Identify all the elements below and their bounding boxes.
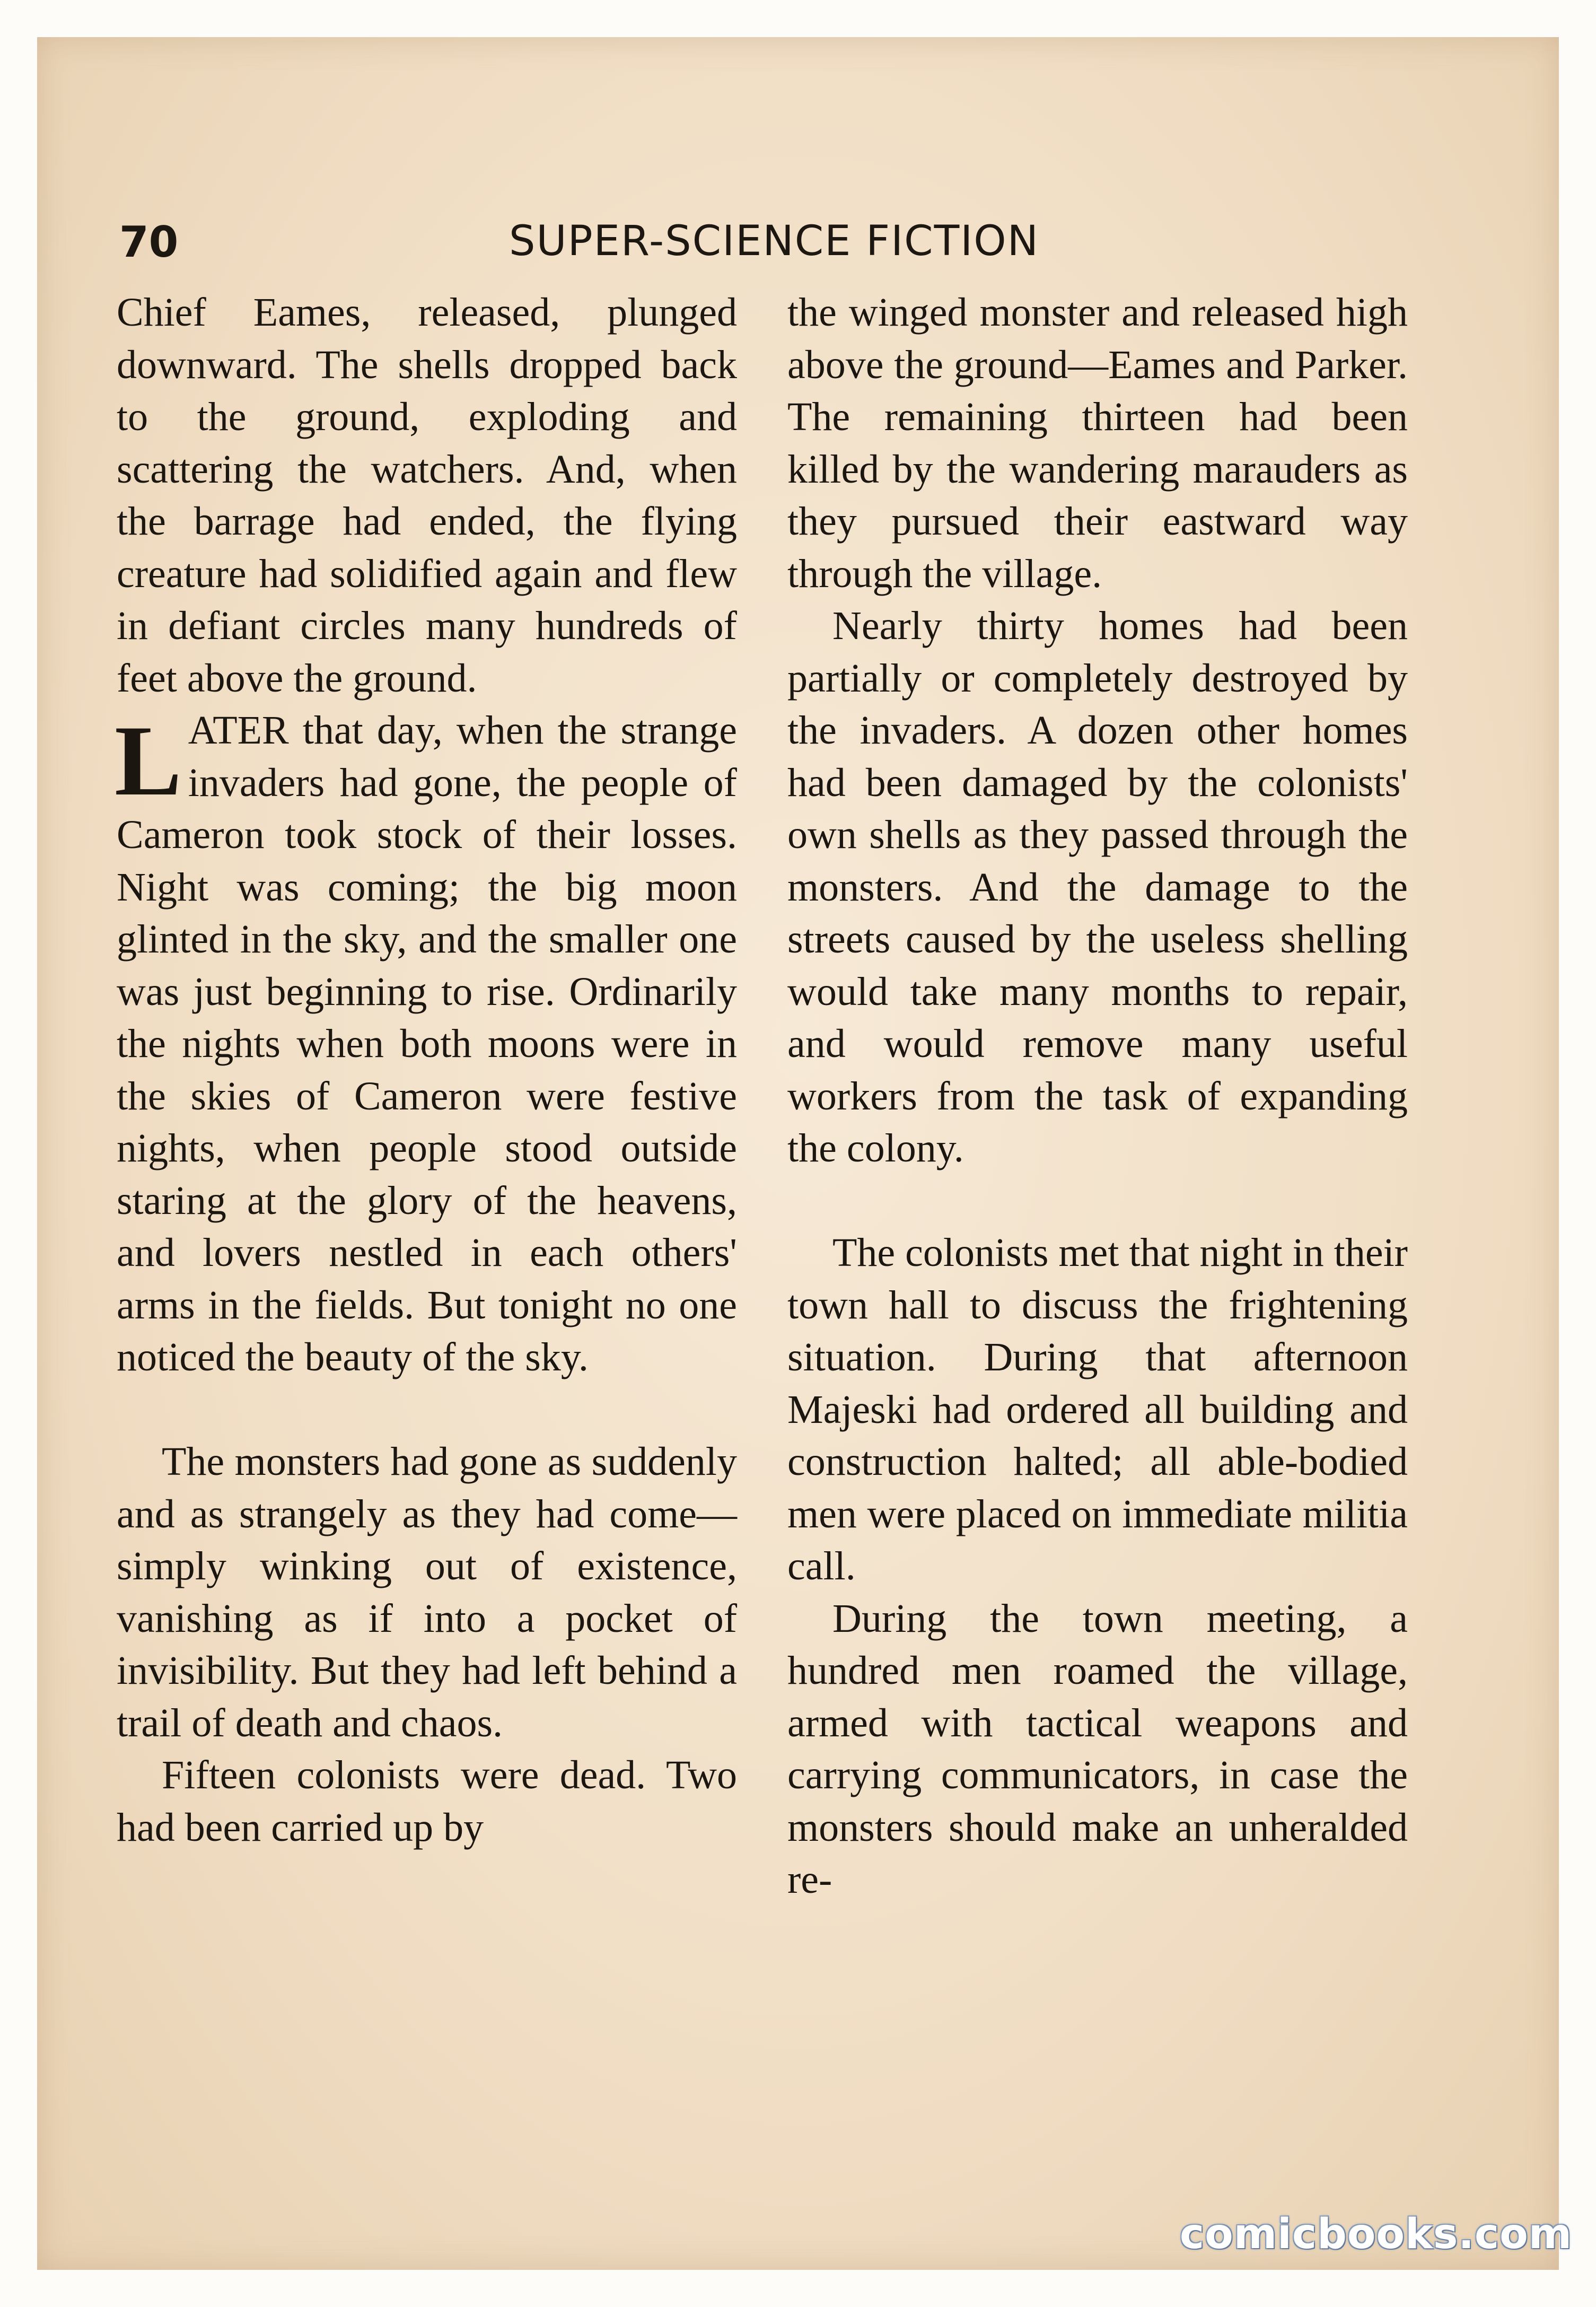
running-head: SUPER-SCIENCE FICTION <box>509 217 1039 265</box>
paragraph: The monsters had gone as suddenly and as strangely as they had come—simply winking out of existence, vanishing as if into a pocket of invisibility. But they had left behind a trail of death and chaos. <box>117 1439 737 1745</box>
page-number: 70 <box>119 217 179 267</box>
watermark-logo: comicbooks.com <box>1180 2210 1573 2258</box>
paragraph: Chief Eames, released, plunged downward. The shells dropped back to the ground, exploding and scattering the watchers. And, when the barrage had ended, the flying creature had solidified again and flew in defiant circles many hundreds of feet above the ground. <box>117 290 737 701</box>
paragraph-with-drop-cap <box>117 704 737 1384</box>
paragraph: The colonists met that night in their town hall to discuss the frightening situation. During that afternoon Majeski had ordered all building and construction halted; all able-bodied men were placed on immediate militia call. <box>787 1230 1408 1588</box>
paragraph-text: ATER that day, when the strange invaders had gone, the people of Cameron took stock of their losses. Night was coming; the big moon glinted in the sky, and the smaller one was just beginning to rise. Ordinarily the nights when both moons were in the skies of Cameron were festive nights, when people stood outside staring at the glory of the heavens, and lovers nestled in each others' arms in the fields. But tonight no one noticed the beauty of the sky. <box>117 708 737 1379</box>
paragraph: During the town meeting, a hundred men roamed the village, armed with tactical weapons and carrying communicators, in case the monsters should make an unheralded re- <box>787 1596 1408 1902</box>
left-column <box>117 286 737 1854</box>
paragraph: Nearly thirty homes had been partially or completely destroyed by the invaders. A dozen other homes had been damaged by the colonists' own shells as they passed through the monsters. And the damage to the streets caused by the useless shelling would take many months to repair, and would remove many useful workers from the task of expanding the colony. <box>787 604 1408 1170</box>
right-column <box>787 286 1408 1906</box>
paragraph: the winged monster and released high above the ground—Eames and Parker. The remaining thirteen had been killed by the wandering marauders as they pursued their eastward way through the village. <box>787 290 1408 596</box>
paragraph: Fifteen colonists were dead. Two had been carried up by <box>117 1753 737 1850</box>
page-header <box>0 212 1596 276</box>
drop-cap: L <box>115 705 182 817</box>
